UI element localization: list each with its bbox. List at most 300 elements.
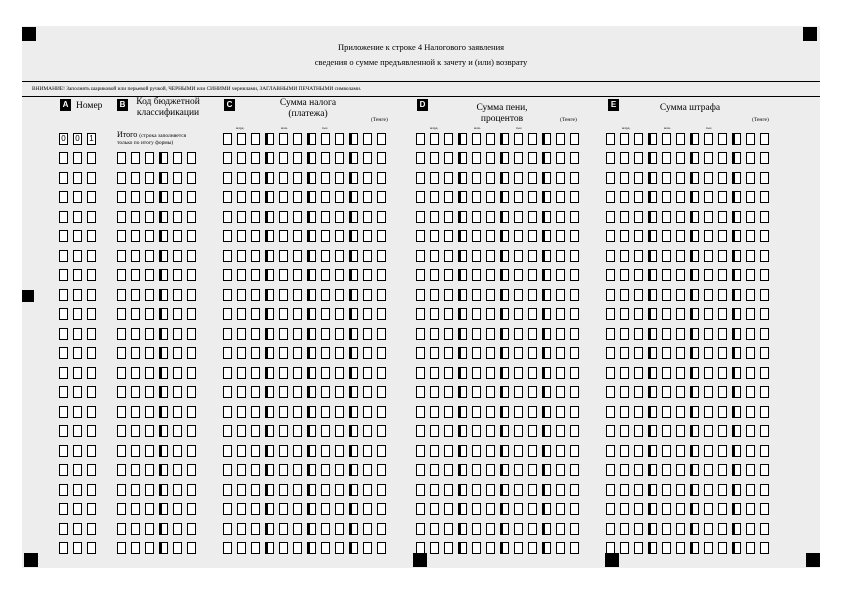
penalty-interest-cell[interactable] (486, 503, 495, 515)
penalty-interest-cell[interactable] (542, 523, 551, 535)
fine-cell[interactable] (718, 191, 727, 203)
penalty-interest-cell[interactable] (458, 484, 467, 496)
number-cell[interactable] (73, 191, 82, 203)
fine-cell[interactable] (620, 484, 629, 496)
penalty-interest-cell[interactable] (486, 445, 495, 457)
number-cell[interactable] (87, 347, 96, 359)
fine-cell[interactable] (760, 425, 769, 437)
penalty-interest-cell[interactable] (528, 406, 537, 418)
kbk-cell[interactable] (131, 269, 140, 281)
tax-cell[interactable] (251, 406, 260, 418)
tax-cell[interactable] (251, 191, 260, 203)
tax-cell[interactable] (307, 328, 316, 340)
tax-cell[interactable] (377, 250, 386, 262)
penalty-interest-cell[interactable] (556, 542, 565, 554)
tax-cell[interactable] (265, 289, 274, 301)
tax-cell[interactable] (279, 386, 288, 398)
number-cell[interactable] (73, 523, 82, 535)
fine-cell[interactable] (662, 133, 671, 145)
tax-cell[interactable] (335, 328, 344, 340)
penalty-interest-cell[interactable] (486, 542, 495, 554)
penalty-interest-cell[interactable] (472, 289, 481, 301)
penalty-interest-cell[interactable] (458, 250, 467, 262)
kbk-cell[interactable] (117, 367, 126, 379)
fine-cell[interactable] (690, 542, 699, 554)
penalty-interest-cell[interactable] (570, 406, 579, 418)
tax-cell[interactable] (377, 347, 386, 359)
penalty-interest-cell[interactable] (528, 211, 537, 223)
tax-cell[interactable] (223, 523, 232, 535)
penalty-interest-cell[interactable] (556, 425, 565, 437)
tax-cell[interactable] (377, 542, 386, 554)
penalty-interest-cell[interactable] (570, 172, 579, 184)
penalty-interest-cell[interactable] (570, 211, 579, 223)
fine-cell[interactable] (634, 503, 643, 515)
penalty-interest-cell[interactable] (430, 289, 439, 301)
number-cell[interactable] (59, 542, 68, 554)
fine-cell[interactable] (634, 464, 643, 476)
tax-cell[interactable] (223, 503, 232, 515)
kbk-cell[interactable] (187, 425, 196, 437)
penalty-interest-cell[interactable] (500, 425, 509, 437)
penalty-interest-cell[interactable] (514, 211, 523, 223)
penalty-interest-cell[interactable] (542, 328, 551, 340)
tax-cell[interactable] (251, 425, 260, 437)
fine-cell[interactable] (662, 308, 671, 320)
kbk-cell[interactable] (131, 152, 140, 164)
tax-cell[interactable] (251, 230, 260, 242)
tax-cell[interactable] (223, 328, 232, 340)
fine-cell[interactable] (704, 172, 713, 184)
fine-cell[interactable] (620, 503, 629, 515)
fine-cell[interactable] (648, 328, 657, 340)
penalty-interest-cell[interactable] (556, 328, 565, 340)
number-cell[interactable]: 0 (73, 133, 82, 145)
fine-cell[interactable] (746, 484, 755, 496)
penalty-interest-cell[interactable] (570, 464, 579, 476)
tax-cell[interactable] (321, 367, 330, 379)
fine-cell[interactable] (704, 386, 713, 398)
kbk-cell[interactable] (187, 308, 196, 320)
penalty-interest-cell[interactable] (416, 445, 425, 457)
number-cell[interactable] (73, 328, 82, 340)
tax-cell[interactable] (335, 386, 344, 398)
number-cell[interactable] (59, 445, 68, 457)
number-cell[interactable] (59, 191, 68, 203)
tax-cell[interactable] (279, 191, 288, 203)
tax-cell[interactable] (223, 386, 232, 398)
tax-cell[interactable] (237, 386, 246, 398)
tax-cell[interactable] (293, 484, 302, 496)
tax-cell[interactable] (293, 172, 302, 184)
penalty-interest-cell[interactable] (416, 230, 425, 242)
tax-cell[interactable] (335, 269, 344, 281)
tax-cell[interactable] (307, 425, 316, 437)
penalty-interest-cell[interactable] (500, 133, 509, 145)
fine-cell[interactable] (718, 464, 727, 476)
penalty-interest-cell[interactable] (416, 386, 425, 398)
number-cell[interactable] (73, 542, 82, 554)
tax-cell[interactable] (377, 269, 386, 281)
fine-cell[interactable] (760, 484, 769, 496)
fine-cell[interactable] (732, 523, 741, 535)
kbk-cell[interactable] (117, 523, 126, 535)
penalty-interest-cell[interactable] (570, 191, 579, 203)
number-cell[interactable] (73, 152, 82, 164)
tax-cell[interactable] (335, 503, 344, 515)
tax-cell[interactable] (307, 133, 316, 145)
penalty-interest-cell[interactable] (542, 406, 551, 418)
fine-cell[interactable] (690, 386, 699, 398)
penalty-interest-cell[interactable] (430, 308, 439, 320)
fine-cell[interactable] (634, 347, 643, 359)
penalty-interest-cell[interactable] (430, 367, 439, 379)
tax-cell[interactable] (265, 542, 274, 554)
kbk-cell[interactable] (187, 503, 196, 515)
tax-cell[interactable] (363, 269, 372, 281)
tax-cell[interactable] (307, 250, 316, 262)
tax-cell[interactable] (279, 347, 288, 359)
fine-cell[interactable] (718, 308, 727, 320)
tax-cell[interactable] (377, 152, 386, 164)
tax-cell[interactable] (223, 211, 232, 223)
fine-cell[interactable] (662, 406, 671, 418)
fine-cell[interactable] (620, 367, 629, 379)
fine-cell[interactable] (704, 133, 713, 145)
fine-cell[interactable] (732, 191, 741, 203)
fine-cell[interactable] (662, 347, 671, 359)
number-cell[interactable] (59, 523, 68, 535)
kbk-cell[interactable] (145, 152, 154, 164)
kbk-cell[interactable] (145, 367, 154, 379)
kbk-cell[interactable] (187, 406, 196, 418)
penalty-interest-cell[interactable] (472, 250, 481, 262)
fine-cell[interactable] (662, 172, 671, 184)
tax-cell[interactable] (251, 269, 260, 281)
tax-cell[interactable] (377, 211, 386, 223)
penalty-interest-cell[interactable] (514, 347, 523, 359)
tax-cell[interactable] (349, 230, 358, 242)
penalty-interest-cell[interactable] (430, 328, 439, 340)
penalty-interest-cell[interactable] (570, 347, 579, 359)
fine-cell[interactable] (606, 328, 615, 340)
penalty-interest-cell[interactable] (528, 464, 537, 476)
penalty-interest-cell[interactable] (430, 133, 439, 145)
tax-cell[interactable] (293, 523, 302, 535)
fine-cell[interactable] (746, 191, 755, 203)
tax-cell[interactable] (265, 503, 274, 515)
fine-cell[interactable] (718, 503, 727, 515)
tax-cell[interactable] (265, 133, 274, 145)
penalty-interest-cell[interactable] (542, 542, 551, 554)
tax-cell[interactable] (321, 523, 330, 535)
kbk-cell[interactable] (173, 406, 182, 418)
tax-cell[interactable] (265, 152, 274, 164)
fine-cell[interactable] (760, 191, 769, 203)
penalty-interest-cell[interactable] (570, 542, 579, 554)
kbk-cell[interactable] (131, 445, 140, 457)
fine-cell[interactable] (634, 445, 643, 457)
kbk-cell[interactable] (173, 269, 182, 281)
penalty-interest-cell[interactable] (444, 289, 453, 301)
fine-cell[interactable] (746, 308, 755, 320)
fine-cell[interactable] (648, 191, 657, 203)
kbk-cell[interactable] (145, 503, 154, 515)
tax-cell[interactable] (279, 367, 288, 379)
fine-cell[interactable] (634, 230, 643, 242)
tax-cell[interactable] (321, 172, 330, 184)
tax-cell[interactable] (321, 250, 330, 262)
tax-cell[interactable] (307, 523, 316, 535)
kbk-cell[interactable] (145, 250, 154, 262)
fine-cell[interactable] (634, 328, 643, 340)
tax-cell[interactable] (293, 289, 302, 301)
number-cell[interactable] (73, 250, 82, 262)
tax-cell[interactable] (237, 230, 246, 242)
fine-cell[interactable] (648, 445, 657, 457)
tax-cell[interactable] (279, 133, 288, 145)
tax-cell[interactable] (251, 172, 260, 184)
tax-cell[interactable] (293, 503, 302, 515)
fine-cell[interactable] (662, 484, 671, 496)
kbk-cell[interactable] (187, 289, 196, 301)
fine-cell[interactable] (690, 406, 699, 418)
tax-cell[interactable] (335, 367, 344, 379)
fine-cell[interactable] (662, 289, 671, 301)
penalty-interest-cell[interactable] (528, 484, 537, 496)
penalty-interest-cell[interactable] (486, 191, 495, 203)
kbk-cell[interactable] (131, 328, 140, 340)
tax-cell[interactable] (251, 328, 260, 340)
kbk-cell[interactable] (159, 191, 168, 203)
kbk-cell[interactable] (173, 503, 182, 515)
fine-cell[interactable] (732, 172, 741, 184)
fine-cell[interactable] (676, 484, 685, 496)
tax-cell[interactable] (293, 269, 302, 281)
kbk-cell[interactable] (117, 211, 126, 223)
penalty-interest-cell[interactable] (430, 484, 439, 496)
penalty-interest-cell[interactable] (570, 133, 579, 145)
fine-cell[interactable] (746, 406, 755, 418)
fine-cell[interactable] (620, 250, 629, 262)
fine-cell[interactable] (606, 230, 615, 242)
tax-cell[interactable] (349, 328, 358, 340)
tax-cell[interactable] (223, 308, 232, 320)
kbk-cell[interactable] (117, 464, 126, 476)
fine-cell[interactable] (662, 230, 671, 242)
penalty-interest-cell[interactable] (472, 386, 481, 398)
penalty-interest-cell[interactable] (542, 191, 551, 203)
tax-cell[interactable] (237, 523, 246, 535)
tax-cell[interactable] (223, 425, 232, 437)
kbk-cell[interactable] (173, 328, 182, 340)
fine-cell[interactable] (606, 269, 615, 281)
tax-cell[interactable] (363, 152, 372, 164)
tax-cell[interactable] (307, 211, 316, 223)
tax-cell[interactable] (279, 542, 288, 554)
tax-cell[interactable] (321, 133, 330, 145)
kbk-cell[interactable] (145, 347, 154, 359)
fine-cell[interactable] (690, 191, 699, 203)
fine-cell[interactable] (732, 230, 741, 242)
fine-cell[interactable] (760, 269, 769, 281)
tax-cell[interactable] (321, 308, 330, 320)
fine-cell[interactable] (690, 503, 699, 515)
kbk-cell[interactable] (117, 172, 126, 184)
penalty-interest-cell[interactable] (472, 367, 481, 379)
fine-cell[interactable] (634, 250, 643, 262)
tax-cell[interactable] (279, 425, 288, 437)
tax-cell[interactable] (321, 484, 330, 496)
tax-cell[interactable] (363, 464, 372, 476)
fine-cell[interactable] (676, 445, 685, 457)
tax-cell[interactable] (349, 269, 358, 281)
fine-cell[interactable] (648, 269, 657, 281)
tax-cell[interactable] (265, 308, 274, 320)
penalty-interest-cell[interactable] (444, 484, 453, 496)
kbk-cell[interactable] (187, 328, 196, 340)
penalty-interest-cell[interactable] (500, 269, 509, 281)
penalty-interest-cell[interactable] (556, 484, 565, 496)
penalty-interest-cell[interactable] (472, 503, 481, 515)
tax-cell[interactable] (363, 289, 372, 301)
tax-cell[interactable] (349, 406, 358, 418)
penalty-interest-cell[interactable] (416, 503, 425, 515)
tax-cell[interactable] (307, 406, 316, 418)
fine-cell[interactable] (634, 133, 643, 145)
tax-cell[interactable] (237, 425, 246, 437)
penalty-interest-cell[interactable] (472, 328, 481, 340)
tax-cell[interactable] (223, 445, 232, 457)
penalty-interest-cell[interactable] (430, 445, 439, 457)
penalty-interest-cell[interactable] (542, 386, 551, 398)
tax-cell[interactable] (363, 386, 372, 398)
kbk-cell[interactable] (173, 464, 182, 476)
fine-cell[interactable] (606, 289, 615, 301)
fine-cell[interactable] (634, 542, 643, 554)
fine-cell[interactable] (704, 191, 713, 203)
tax-cell[interactable] (293, 464, 302, 476)
fine-cell[interactable] (606, 386, 615, 398)
penalty-interest-cell[interactable] (472, 542, 481, 554)
tax-cell[interactable] (377, 464, 386, 476)
penalty-interest-cell[interactable] (472, 211, 481, 223)
kbk-cell[interactable] (145, 211, 154, 223)
tax-cell[interactable] (237, 133, 246, 145)
tax-cell[interactable] (251, 542, 260, 554)
penalty-interest-cell[interactable] (528, 503, 537, 515)
penalty-interest-cell[interactable] (528, 133, 537, 145)
tax-cell[interactable] (279, 503, 288, 515)
penalty-interest-cell[interactable] (472, 445, 481, 457)
tax-cell[interactable] (349, 308, 358, 320)
penalty-interest-cell[interactable] (486, 347, 495, 359)
kbk-cell[interactable] (187, 347, 196, 359)
tax-cell[interactable] (223, 191, 232, 203)
tax-cell[interactable] (307, 308, 316, 320)
kbk-cell[interactable] (145, 425, 154, 437)
penalty-interest-cell[interactable] (542, 425, 551, 437)
tax-cell[interactable] (307, 367, 316, 379)
kbk-cell[interactable] (117, 191, 126, 203)
penalty-interest-cell[interactable] (458, 445, 467, 457)
fine-cell[interactable] (704, 152, 713, 164)
penalty-interest-cell[interactable] (556, 464, 565, 476)
penalty-interest-cell[interactable] (458, 347, 467, 359)
penalty-interest-cell[interactable] (486, 172, 495, 184)
kbk-cell[interactable] (173, 211, 182, 223)
tax-cell[interactable] (237, 464, 246, 476)
fine-cell[interactable] (648, 367, 657, 379)
tax-cell[interactable] (377, 191, 386, 203)
tax-cell[interactable] (377, 523, 386, 535)
kbk-cell[interactable] (117, 308, 126, 320)
fine-cell[interactable] (648, 464, 657, 476)
tax-cell[interactable] (265, 211, 274, 223)
tax-cell[interactable] (349, 425, 358, 437)
penalty-interest-cell[interactable] (486, 484, 495, 496)
fine-cell[interactable] (662, 269, 671, 281)
fine-cell[interactable] (676, 133, 685, 145)
number-cell[interactable] (87, 386, 96, 398)
penalty-interest-cell[interactable] (458, 406, 467, 418)
kbk-cell[interactable] (117, 542, 126, 554)
tax-cell[interactable] (279, 523, 288, 535)
fine-cell[interactable] (690, 308, 699, 320)
fine-cell[interactable] (648, 308, 657, 320)
fine-cell[interactable] (704, 230, 713, 242)
number-cell[interactable] (59, 308, 68, 320)
tax-cell[interactable] (349, 484, 358, 496)
tax-cell[interactable] (251, 250, 260, 262)
fine-cell[interactable] (732, 425, 741, 437)
fine-cell[interactable] (634, 308, 643, 320)
kbk-cell[interactable] (117, 152, 126, 164)
tax-cell[interactable] (307, 269, 316, 281)
penalty-interest-cell[interactable] (430, 230, 439, 242)
penalty-interest-cell[interactable] (416, 250, 425, 262)
fine-cell[interactable] (704, 347, 713, 359)
tax-cell[interactable] (237, 367, 246, 379)
penalty-interest-cell[interactable] (514, 464, 523, 476)
tax-cell[interactable] (237, 347, 246, 359)
kbk-cell[interactable] (187, 172, 196, 184)
kbk-cell[interactable] (131, 347, 140, 359)
fine-cell[interactable] (634, 406, 643, 418)
fine-cell[interactable] (634, 172, 643, 184)
penalty-interest-cell[interactable] (430, 542, 439, 554)
fine-cell[interactable] (620, 133, 629, 145)
penalty-interest-cell[interactable] (514, 484, 523, 496)
fine-cell[interactable] (732, 328, 741, 340)
fine-cell[interactable] (746, 386, 755, 398)
penalty-interest-cell[interactable] (444, 328, 453, 340)
tax-cell[interactable] (335, 230, 344, 242)
fine-cell[interactable] (606, 503, 615, 515)
fine-cell[interactable] (746, 523, 755, 535)
number-cell[interactable] (73, 347, 82, 359)
fine-cell[interactable] (732, 445, 741, 457)
penalty-interest-cell[interactable] (472, 425, 481, 437)
tax-cell[interactable] (321, 269, 330, 281)
penalty-interest-cell[interactable] (570, 484, 579, 496)
tax-cell[interactable] (223, 250, 232, 262)
penalty-interest-cell[interactable] (472, 347, 481, 359)
penalty-interest-cell[interactable] (500, 328, 509, 340)
kbk-cell[interactable] (117, 328, 126, 340)
number-cell[interactable] (87, 445, 96, 457)
fine-cell[interactable] (718, 386, 727, 398)
